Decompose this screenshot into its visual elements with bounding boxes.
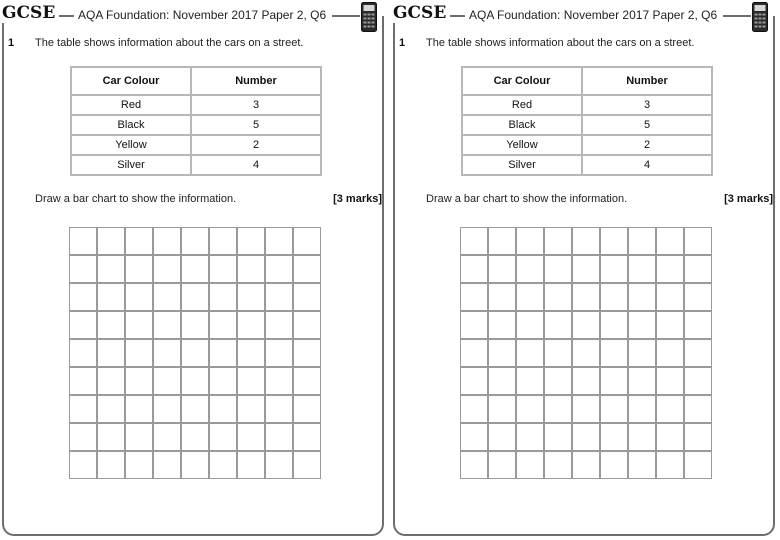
table-header: Car Colour — [71, 67, 191, 95]
table-cell: Red — [71, 95, 191, 115]
table-cell: 3 — [582, 95, 712, 115]
table-row — [71, 155, 321, 175]
answer-grid[interactable] — [460, 227, 712, 479]
title-rule — [332, 15, 360, 17]
table-cell: Silver — [462, 155, 582, 175]
car-colour-table — [461, 66, 713, 176]
table-cell: Red — [462, 95, 582, 115]
gcse-logo: GCSE — [393, 3, 450, 23]
table-cell: Silver — [71, 155, 191, 175]
title-bar — [0, 0, 390, 32]
table-header: Number — [582, 67, 712, 95]
table-cell: 4 — [191, 155, 321, 175]
question-text: The table shows information about the cars on a street. — [35, 37, 304, 49]
answer-grid[interactable] — [69, 227, 321, 479]
table-row — [71, 115, 321, 135]
table-row — [462, 115, 712, 135]
title-bar — [391, 0, 780, 32]
paper-title: AQA Foundation: November 2017 Paper 2, Q6 — [78, 8, 327, 22]
table-cell: Black — [71, 115, 191, 135]
table-row — [462, 135, 712, 155]
table-cell: Yellow — [462, 135, 582, 155]
table-cell: 5 — [191, 115, 321, 135]
question-instruction: Draw a bar chart to show the information. — [35, 193, 237, 205]
table-cell: 4 — [582, 155, 712, 175]
calculator-icon — [752, 2, 768, 32]
table-row — [462, 95, 712, 115]
table-cell: Black — [462, 115, 582, 135]
table-cell: 2 — [582, 135, 712, 155]
gcse-logo: GCSE — [2, 3, 59, 23]
worksheet-page-right — [391, 0, 780, 540]
table-header-row — [71, 67, 321, 95]
question-text: The table shows information about the cars on a street. — [426, 37, 695, 49]
question-instruction: Draw a bar chart to show the information. — [426, 193, 628, 205]
paper-title: AQA Foundation: November 2017 Paper 2, Q6 — [469, 8, 718, 22]
car-colour-table — [70, 66, 322, 176]
table-cell: 2 — [191, 135, 321, 155]
table-row — [71, 95, 321, 115]
question-number: 1 — [399, 37, 406, 49]
table-cell: 3 — [191, 95, 321, 115]
table-row — [462, 155, 712, 175]
table-cell: 5 — [582, 115, 712, 135]
table-cell: Yellow — [71, 135, 191, 155]
marks-label: [3 marks] — [724, 193, 773, 205]
title-rule — [723, 15, 751, 17]
table-header-row — [462, 67, 712, 95]
question-number: 1 — [8, 37, 15, 49]
calculator-icon — [361, 2, 377, 32]
table-header: Number — [191, 67, 321, 95]
table-row — [71, 135, 321, 155]
table-header: Car Colour — [462, 67, 582, 95]
marks-label: [3 marks] — [333, 193, 382, 205]
